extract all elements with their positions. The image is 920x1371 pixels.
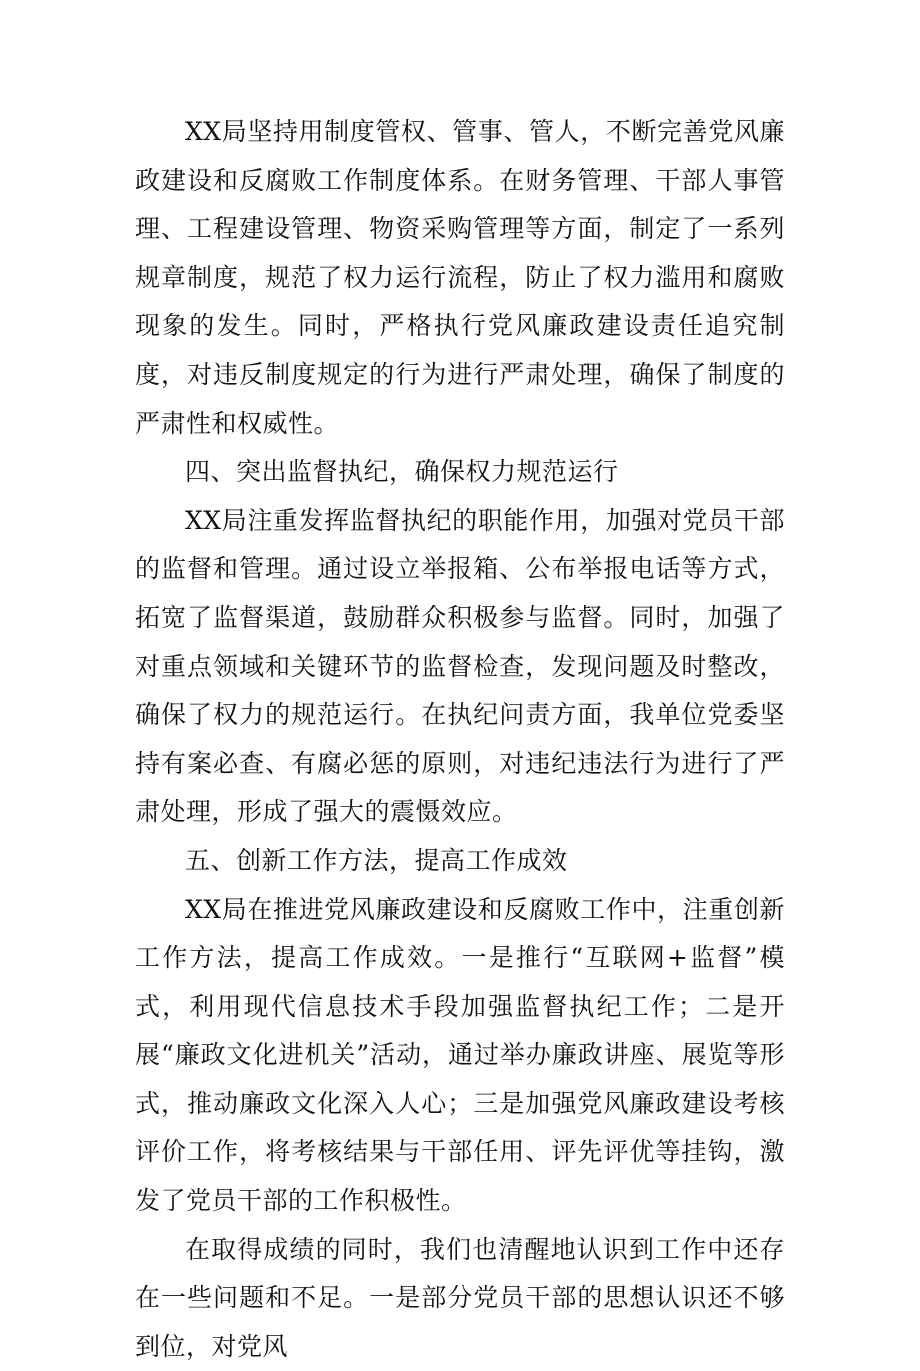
paragraph-supervision: XX局注重发挥监督执纪的职能作用，加强对党员干部的监督和管理。通过设立举报箱、公布举报电话等方式，拓宽了监督渠道，鼓励群众积极参与监督。同时，加强了对重点领域和关键环节的监督检查，发现问题及时整改，确保了权力的规范运行。在执纪问责方面，我单位党委坚持有案必查、有腐必惩的原则，对违纪违法行为进行了严肃处理，形成了强大的震慑效应。 <box>135 505 785 827</box>
paragraph-innovation: XX局在推进党风廉政建设和反腐败工作中，注重创新工作方法，提高工作成效。一是推行“互联网+监督”模式，利用现代信息技术手段加强监督执纪工作；二是开展“廉政文化进机关”活动，通过举办廉政讲座、展览等形式，推动廉政文化深入人心；三是加强党风廉政建设考核评价工作，将考核结果与干部任用、评先评优等挂钩，激发了党员干部的工作积极性。 <box>135 894 785 1216</box>
section-heading-supervision: 四、突出监督执纪，确保权力规范运行 <box>185 457 619 487</box>
section-heading-innovation: 五、创新工作方法，提高工作成效 <box>185 845 568 875</box>
paragraph-problems: 在取得成绩的同时，我们也清醒地认识到工作中还存在一些问题和不足。一是部分党员干部的思想认识还不够到位，对党风 <box>135 1234 785 1361</box>
paragraph-institutional-system: XX局坚持用制度管权、管事、管人，不断完善党风廉政建设和反腐败工作制度体系。在财务管理、干部人事管理、工程建设管理、物资采购管理等方面，制定了一系列规章制度，规范了权力运行流程，防止了权力滥用和腐败现象的发生。同时，严格执行党风廉政建设责任追究制度，对违反制度规定的行为进行严肃处理，确保了制度的严肃性和权威性。 <box>135 117 785 438</box>
document-body <box>135 108 785 1371</box>
